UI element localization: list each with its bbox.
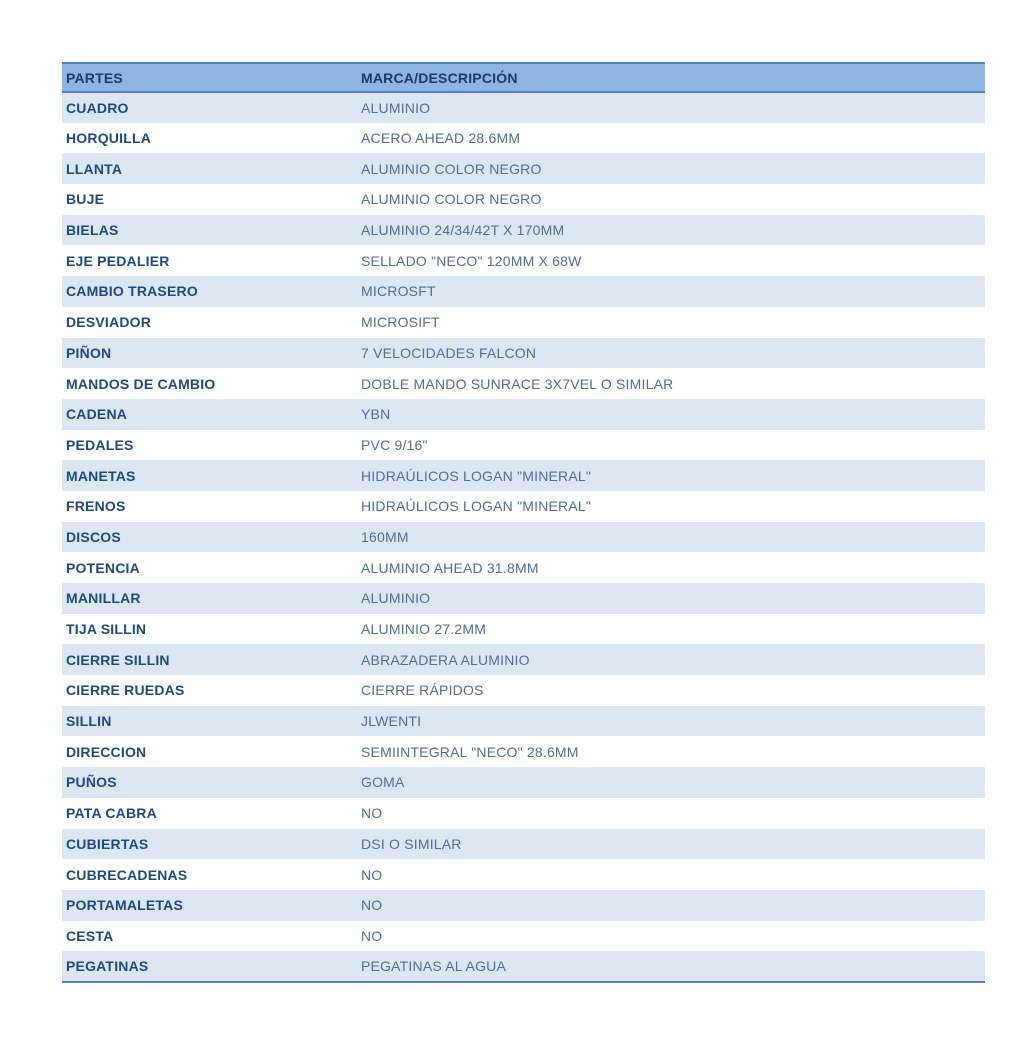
- column-header-marca-descripcion: MARCA/DESCRIPCIÓN: [357, 63, 985, 92]
- part-cell: MANDOS DE CAMBIO: [66, 375, 216, 392]
- table-row: [62, 430, 985, 461]
- part-cell: CUBRECADENAS: [66, 866, 188, 883]
- table-row: [62, 215, 985, 246]
- part-cell: CIERRE SILLIN: [66, 651, 170, 668]
- description-cell: NO: [361, 866, 383, 883]
- table-row: [62, 276, 985, 307]
- description-cell: ALUMINIO AHEAD 31.8MM: [361, 559, 539, 576]
- table-row: [62, 951, 985, 982]
- description-cell: NO: [361, 897, 383, 914]
- part-cell: SILLIN: [66, 713, 112, 730]
- part-cell: PATA CABRA: [66, 805, 157, 822]
- part-cell: CUBIERTAS: [66, 835, 149, 852]
- description-cell: ACERO AHEAD 28.6MM: [361, 130, 521, 147]
- part-cell: POTENCIA: [66, 559, 140, 576]
- part-cell: CUADRO: [66, 99, 129, 116]
- description-cell: CIERRE RÁPIDOS: [361, 682, 484, 699]
- column-header-partes: PARTES: [62, 63, 357, 92]
- table-row: [62, 859, 985, 890]
- part-cell: CADENA: [66, 406, 128, 423]
- table-row: [62, 153, 985, 184]
- parts-table-body: [62, 92, 985, 982]
- part-cell: DISCOS: [66, 528, 121, 545]
- table-row: [62, 552, 985, 583]
- description-cell: NO: [361, 805, 383, 822]
- table-row: [62, 460, 985, 491]
- description-cell: GOMA: [361, 774, 405, 791]
- part-cell: CAMBIO TRASERO: [66, 283, 198, 300]
- table-row: [62, 583, 985, 614]
- description-cell: MICROSFT: [361, 283, 436, 300]
- table-row: [62, 399, 985, 430]
- table-row: [62, 890, 985, 921]
- table-row: [62, 829, 985, 860]
- table-row: [62, 368, 985, 399]
- description-cell: NO: [361, 927, 383, 944]
- table-row: [62, 675, 985, 706]
- part-cell: BUJE: [66, 191, 105, 208]
- table-row: [62, 767, 985, 798]
- table-header-row: [62, 63, 985, 92]
- table-row: [62, 614, 985, 645]
- table-row: [62, 184, 985, 215]
- table-row: [62, 92, 985, 123]
- description-cell: JLWENTI: [361, 713, 422, 730]
- description-cell: SELLADO "NECO" 120MM X 68W: [361, 252, 582, 269]
- table-row: [62, 491, 985, 522]
- part-cell: EJE PEDALIER: [66, 252, 170, 269]
- parts-spec-table: [62, 62, 985, 983]
- description-cell: ABRAZADERA ALUMINIO: [361, 651, 530, 668]
- part-cell: LLANTA: [66, 160, 123, 177]
- description-cell: ALUMINIO 27.2MM: [361, 621, 487, 638]
- description-cell: PVC 9/16": [361, 436, 428, 453]
- table-row: [62, 245, 985, 276]
- table-row: [62, 522, 985, 553]
- part-cell: MANETAS: [66, 467, 136, 484]
- description-cell: ALUMINIO 24/34/42T X 170MM: [361, 222, 565, 239]
- description-cell: SEMIINTEGRAL "NECO" 28.6MM: [361, 743, 579, 760]
- description-cell: DSI O SIMILAR: [361, 835, 462, 852]
- description-cell: ALUMINIO: [361, 590, 431, 607]
- description-cell: 7 VELOCIDADES FALCON: [361, 344, 537, 361]
- part-cell: PUÑOS: [66, 774, 117, 791]
- part-cell: PORTAMALETAS: [66, 897, 183, 914]
- description-cell: ALUMINIO COLOR NEGRO: [361, 160, 542, 177]
- part-cell: BIELAS: [66, 222, 119, 239]
- table-row: [62, 307, 985, 338]
- part-cell: PEDALES: [66, 436, 134, 453]
- part-cell: PEGATINAS: [66, 958, 149, 975]
- description-cell: HIDRAÚLICOS LOGAN "MINERAL": [361, 467, 592, 484]
- part-cell: HORQUILLA: [66, 130, 152, 147]
- table-row: [62, 921, 985, 952]
- table-row: [62, 123, 985, 154]
- part-cell: CIERRE RUEDAS: [66, 682, 185, 699]
- description-cell: ALUMINIO: [361, 99, 431, 116]
- table-row: [62, 644, 985, 675]
- part-cell: MANILLAR: [66, 590, 141, 607]
- description-cell: MICROSIFT: [361, 314, 440, 331]
- description-cell: ALUMINIO COLOR NEGRO: [361, 191, 542, 208]
- table-row: [62, 798, 985, 829]
- table-row: [62, 736, 985, 767]
- description-cell: DOBLE MANDO SUNRACE 3X7VEL O SIMILAR: [361, 375, 674, 392]
- part-cell: DIRECCION: [66, 743, 147, 760]
- description-cell: PEGATINAS AL AGUA: [361, 958, 507, 975]
- part-cell: TIJA SILLIN: [66, 621, 147, 638]
- table-row: [62, 706, 985, 737]
- parts-spec-table-container: [62, 62, 985, 983]
- part-cell: CESTA: [66, 927, 114, 944]
- part-cell: DESVIADOR: [66, 314, 152, 331]
- table-row: [62, 338, 985, 369]
- description-cell: YBN: [361, 406, 391, 423]
- description-cell: 160MM: [361, 528, 409, 545]
- part-cell: FRENOS: [66, 498, 126, 515]
- description-cell: HIDRAÚLICOS LOGAN "MINERAL": [361, 498, 592, 515]
- part-cell: PIÑON: [66, 344, 112, 361]
